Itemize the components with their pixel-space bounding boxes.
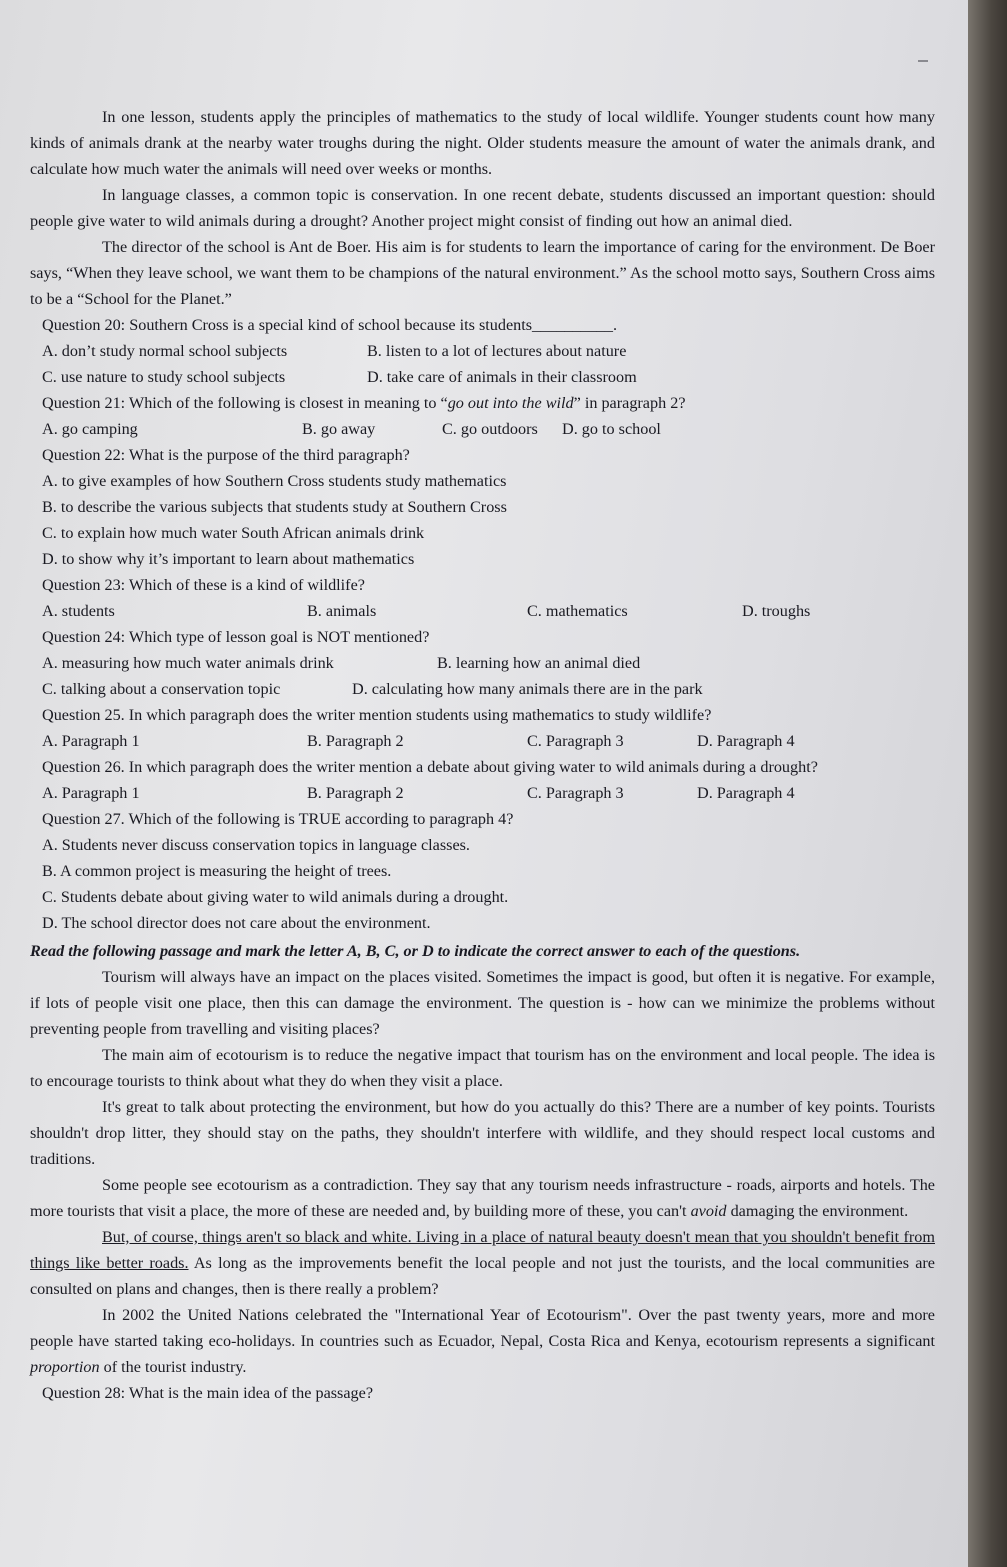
question-21-stem [30,390,935,416]
passage1-paragraph-language: In language classes, a common topic is conservation. In one recent debate, students discussed an important question: should people give water to wild animals during a drought? Another project might consist of finding out how an animal died. [30,186,935,230]
question-21-options [30,416,935,442]
option-a: A. Students never discuss conservation topics in language classes. [42,836,470,854]
paragraph-text: As long as the improvements benefit the local people and not just the tourists, and the local communities are consulted on plans and changes, then is there really a problem? [30,1254,935,1298]
option-d: D. Paragraph 4 [697,732,795,750]
paragraph-text-end: of the tourist industry. [99,1358,247,1376]
question-23-stem: Question 23: Which of these is a kind of wildlife? [42,576,365,594]
option-b: B. go away [302,420,376,438]
question-20-options-row2 [30,364,935,390]
option-b: B. learning how an animal died [437,654,641,672]
option-c: C. go outdoors [442,420,538,438]
option-d: D. go to school [562,420,661,438]
passage2-paragraph-1: Tourism will always have an impact on the places visited. Sometimes the impact is good, but often it is negative. For example, if lots of people visit one place, then this can damage the environment. The question is - how can we minimize the problems without preventing people from travelling and visiting places? [30,968,935,1038]
option-c: C. to explain how much water South African animals drink [42,524,425,542]
question-24-options-row1 [30,650,935,676]
option-c: C. mathematics [527,602,628,620]
question-25-options [30,728,935,754]
question-20-stem: Question 20: Southern Cross is a special kind of school because its students__________. [42,316,618,334]
question-28-stem: Question 28: What is the main idea of the passage? [42,1384,374,1402]
question-26-stem: Question 26. In which paragraph does the writer mention a debate about giving water to wild animals during a drought? [42,758,818,776]
question-23-options [30,598,935,624]
passage2-paragraph-4 [30,1172,935,1224]
highlighted-word: avoid [690,1202,727,1220]
option-a: A. go camping [42,420,138,438]
option-a: A. Paragraph 1 [42,732,140,750]
option-d: D. to show why it’s important to learn about mathematics [42,550,415,568]
option-b: B. Paragraph 2 [307,784,404,802]
option-a: A. students [42,602,115,620]
paragraph-text: Some people see ecotourism as a contradiction. They say that any tourism needs infrastructure - roads, airports and hotels. The more tourists that visit a place, the more of these are needed and, by building more of these, you can't [30,1176,935,1220]
option-d: D. Paragraph 4 [697,784,795,802]
option-c: C. Paragraph 3 [527,732,624,750]
option-d: D. The school director does not care about the environment. [42,914,431,932]
option-c: C. Students debate about giving water to wild animals during a drought. [42,888,509,906]
option-b: B. to describe the various subjects that students study at Southern Cross [42,498,507,516]
exam-content [30,104,935,1406]
paragraph-text-end: damaging the environment. [726,1202,909,1220]
option-d: D. troughs [742,602,811,620]
passage2-paragraph-2: The main aim of ecotourism is to reduce the negative impact that tourism has on the environment and local people. The idea is to encourage tourists to think about what they do when they visit a place. [30,1046,935,1090]
option-b: B. A common project is measuring the height of trees. [42,862,392,880]
option-c: C. Paragraph 3 [527,784,624,802]
question-20-options-row1 [30,338,935,364]
desk-background [968,0,1007,1567]
passage2-paragraph-5 [30,1224,935,1302]
option-c: C. use nature to study school subjects [42,368,286,386]
stem-text: Question 21: Which of the following is closest in meaning to “ [42,394,448,412]
highlighted-word: proportion [30,1358,100,1376]
underlined-sentence: But, of course, things aren't so black and white. Living in a place of natural beauty doesn't mean that you shouldn't benefit from things like better roads. [30,1228,935,1272]
question-22-stem: Question 22: What is the purpose of the third paragraph? [42,446,410,464]
option-d: D. calculating how many animals there are in the park [352,680,703,698]
stem-text-end: ” in paragraph 2? [573,394,686,412]
option-c: C. talking about a conservation topic [42,680,281,698]
passage2-paragraph-3: It's great to talk about protecting the environment, but how do you actually do this? There are a number of key points. Tourists shouldn't drop litter, they should stay on the paths, they shouldn't interfere with wildlife, and they should respect local customs and traditions. [30,1098,935,1168]
question-24-stem: Question 24: Which type of lesson goal is NOT mentioned? [42,628,430,646]
passage1-paragraph-director: The director of the school is Ant de Boer. His aim is for students to learn the importance of caring for the environment. De Boer says, “When they leave school, we want them to be champions of the natural environment.” As the school motto says, Southern Cross aims to be a “School for the Planet.” [30,238,935,308]
paragraph-text: In 2002 the United Nations celebrated the "International Year of Ecotourism". Over the past twenty years, more and more people have started taking eco-holidays. In countries such as Ecuador, Nepal, Costa Rica and Kenya, ecotourism represents a significant [30,1306,935,1350]
question-27-stem: Question 27. Which of the following is TRUE according to paragraph 4? [42,810,514,828]
option-d: D. take care of animals in their classroom [367,368,637,386]
stem-phrase: go out into the wild [447,394,574,412]
passage1-paragraph-math: In one lesson, students apply the principles of mathematics to the study of local wildlife. Younger students count how many kinds of animals drank at the nearby water troughs during the night. Older students measure the amount of water the animals drank, and calculate how much water the animals will need over weeks or months. [30,108,935,178]
question-24-options-row2 [30,676,935,702]
option-a: A. measuring how much water animals drink [42,654,334,672]
pen-mark [918,60,928,62]
option-b: B. animals [307,602,377,620]
option-a: A. to give examples of how Southern Cross students study mathematics [42,472,507,490]
question-26-options [30,780,935,806]
option-a: A. Paragraph 1 [42,784,140,802]
option-b: B. listen to a lot of lectures about nature [367,342,627,360]
option-a: A. don’t study normal school subjects [42,342,288,360]
option-b: B. Paragraph 2 [307,732,404,750]
question-25-stem: Question 25. In which paragraph does the writer mention students using mathematics to study wildlife? [42,706,712,724]
reading-instruction: Read the following passage and mark the letter A, B, C, or D to indicate the correct answer to each of the questions. [30,942,801,960]
passage2-paragraph-6 [30,1302,935,1380]
